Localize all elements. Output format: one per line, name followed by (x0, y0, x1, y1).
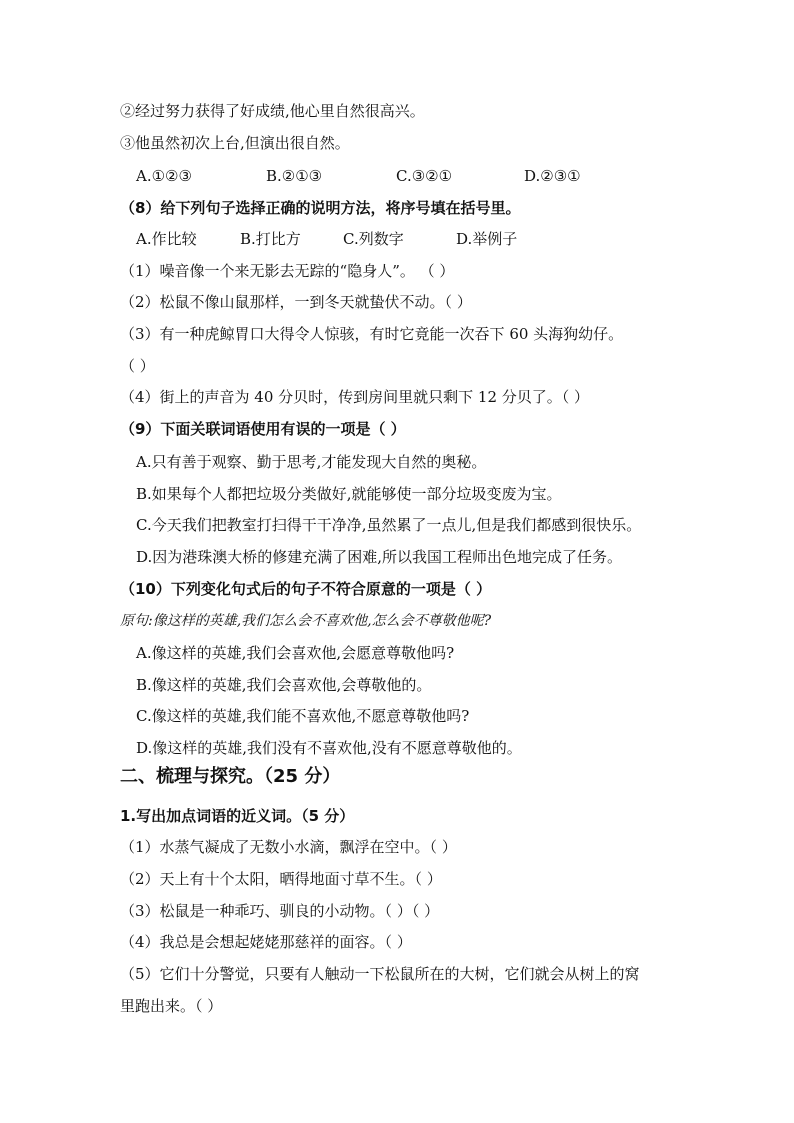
s2-sentence-5: （5）它们十分警觉，只要有人触动一下松鼠所在的大树，它们就会从树上的窝 (120, 965, 640, 983)
q8-title: （8）给下列句子选择正确的说明方法，将序号填在括号里。 (120, 199, 521, 217)
method-d: D.举例子 (456, 230, 518, 248)
q10-option-b: B.像这样的英雄,我们会喜欢他,会尊敬他的。 (136, 676, 432, 694)
s2-q1-title: 1.写出加点词语的近义词。（5 分） (120, 807, 355, 825)
q8-sentence-1: （1）噪音像一个来无影去无踪的“隐身人”。 （ ） (120, 262, 455, 280)
q7-option-a: A.①②③ (136, 167, 192, 185)
q7-option-d: D.②③① (524, 167, 581, 185)
q10-option-c: C.像这样的英雄,我们能不喜欢他,不愿意尊敬他吗? (136, 707, 470, 725)
q9-title: （9）下面关联词语使用有误的一项是（ ） (120, 420, 406, 438)
q8-sentence-3-blank: （ ） (120, 357, 155, 375)
q9-option-d: D.因为港珠澳大桥的修建充满了困难,所以我国工程师出色地完成了任务。 (136, 548, 623, 566)
q10-option-d: D.像这样的英雄,我们没有不喜欢他,没有不愿意尊敬他的。 (136, 739, 522, 757)
q10-option-a: A.像这样的英雄,我们会喜欢他,会愿意尊敬他吗? (136, 644, 455, 662)
s2-sentence-3: （3）松鼠是一种乖巧、驯良的小动物。（ ）（ ） (120, 902, 440, 920)
q7-option-b: B.②①③ (266, 167, 323, 185)
q9-option-a: A.只有善于观察、勤于思考,才能发现大自然的奥秘。 (136, 453, 487, 471)
q8-sentence-4: （4）街上的声音为 40 分贝时，传到房间里就只剩下 12 分贝了。（ ） (120, 388, 590, 406)
s2-sentence-1: （1）水蒸气凝成了无数小水滴，飘浮在空中。（ ） (120, 838, 457, 856)
q10-title: （10）下列变化句式后的句子不符合原意的一项是（ ） (120, 580, 492, 598)
q9-option-b: B.如果每个人都把垃圾分类做好,就能够使一部分垃圾变废为宝。 (136, 485, 562, 503)
q8-sentence-3: （3）有一种虎鲸胃口大得令人惊骇，有时它竟能一次吞下 60 头海狗幼仔。 (120, 325, 624, 343)
q7-item-2: ②经过努力获得了好成绩,他心里自然很高兴。 (120, 102, 425, 120)
q10-original: 原句:像这样的英雄,我们怎么会不喜欢他,怎么会不尊敬他呢? (120, 613, 492, 629)
method-a: A.作比较 (136, 230, 197, 248)
s2-sentence-2: （2）天上有十个太阳，晒得地面寸草不生。（ ） (120, 870, 442, 888)
q8-sentence-2: （2）松鼠不像山鼠那样，一到冬天就蛰伏不动。（ ） (120, 293, 472, 311)
q9-option-c: C.今天我们把教室打扫得干干净净,虽然累了一点儿,但是我们都感到很快乐。 (136, 516, 642, 534)
section-2-heading: 二、梳理与探究。（25 分） (120, 766, 341, 787)
q7-option-c: C.③②① (396, 167, 453, 185)
q7-item-3: ③他虽然初次上台,但演出很自然。 (120, 134, 350, 152)
method-c: C.列数字 (343, 230, 404, 248)
s2-sentence-5-cont: 里跑出来。（ ） (120, 997, 223, 1015)
s2-sentence-4: （4）我总是会想起姥姥那慈祥的面容。（ ） (120, 933, 412, 951)
method-b: B.打比方 (240, 230, 301, 248)
